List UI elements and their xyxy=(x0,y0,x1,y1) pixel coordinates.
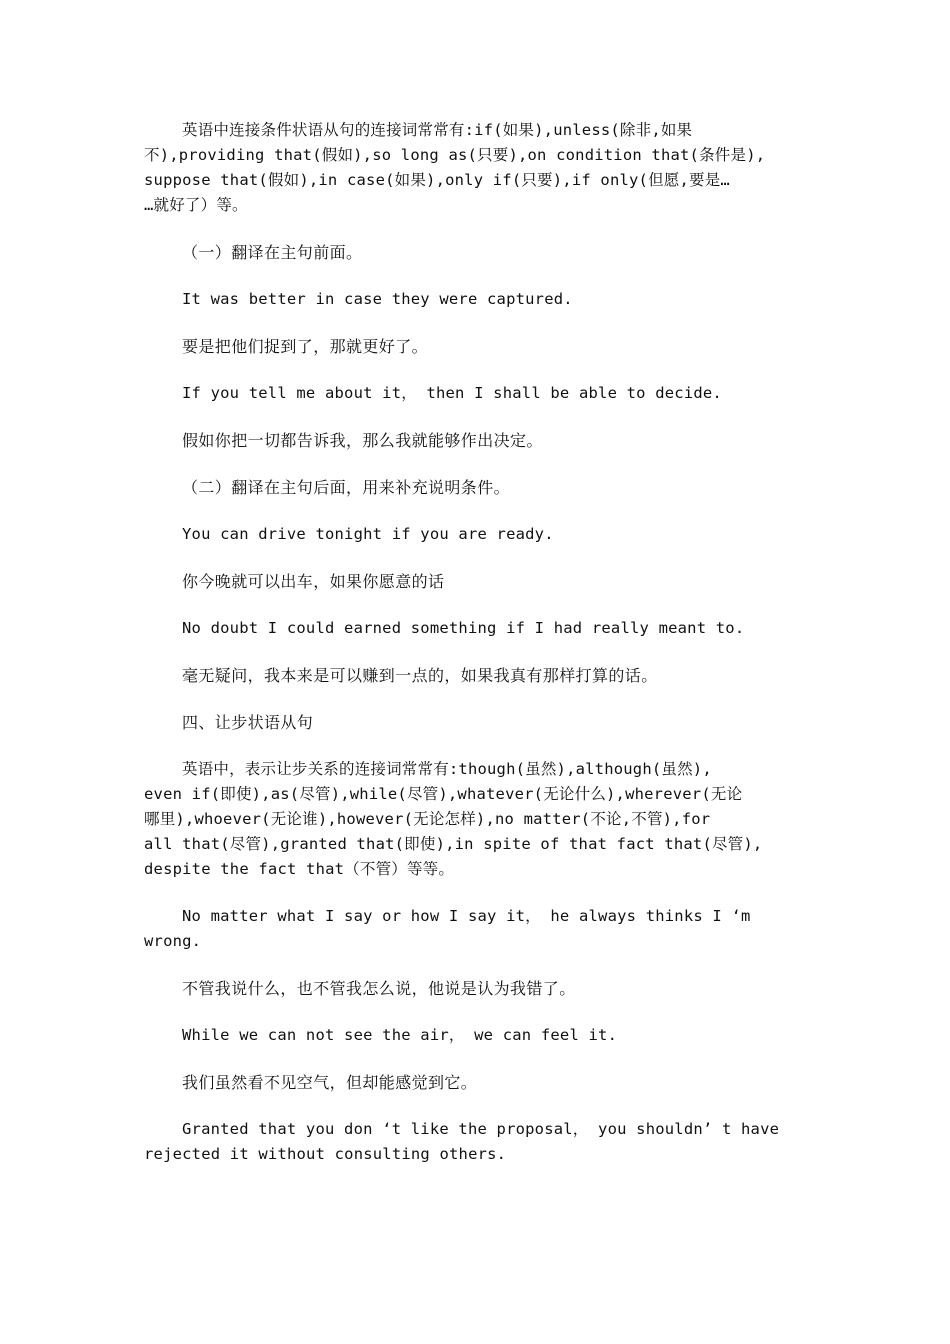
text-line: 要是把他们捉到了，那就更好了。 xyxy=(182,337,429,356)
section-heading-after-main-clause xyxy=(144,475,820,500)
example-english xyxy=(144,616,820,641)
text-line: While we can not see the air， we can feel it. xyxy=(182,1026,618,1044)
text-line: （二）翻译在主句后面，用来补充说明条件。 xyxy=(182,478,511,497)
text-line: rejected it without consulting others. xyxy=(144,1145,507,1163)
text-line: 英语中，表示让步关系的连接词常常有:though(虽然),although(虽然), xyxy=(182,760,712,778)
text-line: No doubt I could earned something if I had really meant to. xyxy=(182,619,745,637)
example-english xyxy=(144,1023,820,1048)
example-chinese xyxy=(144,1070,820,1095)
text-line: all that(尽管),granted that(即使),in spite of that fact that(尽管), xyxy=(144,835,763,853)
example-english xyxy=(144,904,820,954)
text-line: 毫无疑问，我本来是可以赚到一点的，如果我真有那样打算的话。 xyxy=(182,666,658,685)
section-heading-concessive-clause xyxy=(144,710,820,735)
text-line: No matter what I say or how I say it， he always thinks I ‘m xyxy=(182,907,751,925)
text-line: despite the fact that（不管）等等。 xyxy=(144,860,455,878)
text-line: 哪里),whoever(无论谁),however(无论怎样),no matter(不论,不管),for xyxy=(144,810,711,828)
example-english xyxy=(144,1117,820,1167)
example-chinese xyxy=(144,428,820,453)
document-page xyxy=(144,118,820,1189)
text-line: 四、让步状语从句 xyxy=(182,713,314,732)
text-line: suppose that(假如),in case(如果),only if(只要),if only(但愿,要是… xyxy=(144,171,730,189)
text-line: 不管我说什么，也不管我怎么说，他说是认为我错了。 xyxy=(182,979,576,998)
text-line: wrong. xyxy=(144,932,202,950)
example-english xyxy=(144,287,820,312)
text-line: …就好了）等。 xyxy=(144,196,248,214)
text-line: 你今晚就可以出车，如果你愿意的话 xyxy=(182,572,445,591)
example-english xyxy=(144,381,820,406)
text-line: 不),providing that(假如),so long as(只要),on condition that(条件是), xyxy=(144,146,766,164)
paragraph-conditional-connectives xyxy=(144,118,820,218)
text-line: even if(即使),as(尽管),while(尽管),whatever(无论什么),wherever(无论 xyxy=(144,785,743,803)
example-chinese xyxy=(144,663,820,688)
text-line: 英语中连接条件状语从句的连接词常常有:if(如果),unless(除非,如果 xyxy=(182,121,693,139)
text-line: You can drive tonight if you are ready. xyxy=(182,525,554,543)
text-line: 假如你把一切都告诉我，那么我就能够作出决定。 xyxy=(182,431,543,450)
text-line: If you tell me about it， then I shall be able to decide. xyxy=(182,384,722,402)
example-chinese xyxy=(144,334,820,359)
example-chinese xyxy=(144,976,820,1001)
text-line: It was better in case they were captured. xyxy=(182,290,573,308)
text-line: （一）翻译在主句前面。 xyxy=(182,243,363,262)
example-english xyxy=(144,522,820,547)
section-heading-before-main-clause xyxy=(144,240,820,265)
text-line: 我们虽然看不见空气，但却能感觉到它。 xyxy=(182,1073,478,1092)
example-chinese xyxy=(144,569,820,594)
paragraph-concessive-connectives xyxy=(144,757,820,882)
text-line: Granted that you don ‘t like the proposal， you shouldn’ t have xyxy=(182,1120,780,1138)
